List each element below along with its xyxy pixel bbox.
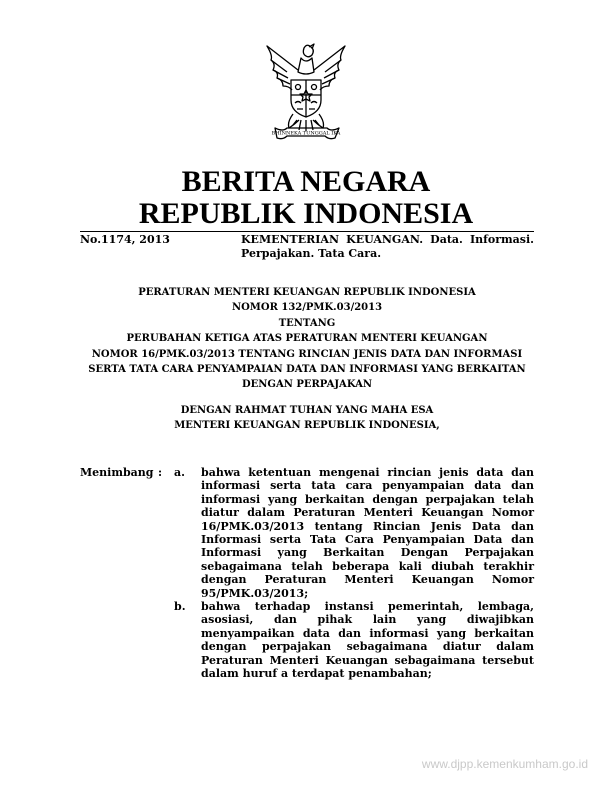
paragraph-line: bahwa ketentuan mengenai rincian jenis data dan <box>201 466 534 479</box>
issue-number: No.1174, 2013 <box>80 233 170 246</box>
paragraph-line: bahwa terhadap instansi pemerintah, lembaga, <box>201 600 534 613</box>
masthead-title-line2: REPUBLIK INDONESIA <box>138 197 474 230</box>
masthead-title-line1: BERITA NEGARA <box>181 165 431 198</box>
paragraph-line: 95/PMK.03/2013; <box>201 586 309 600</box>
paragraph-line: asosiasi, dan pihak lain yang diwajibkan <box>201 613 534 627</box>
item-letter-a: a. <box>174 466 185 479</box>
paragraph-line: sebagaimana telah beberapa kali diubah terakhir <box>201 559 534 573</box>
issue-keywords: KEMENTERIAN KEUANGAN. Data. Informasi. Perpajakan. Tata Cara. <box>241 233 534 260</box>
title-line: NOMOR 16/PMK.03/2013 TENTANG RINCIAN JENIS DATA DAN INFORMASI <box>91 348 523 360</box>
title-line: PERATURAN MENTERI KEUANGAN REPUBLIK INDONESIA <box>138 287 476 298</box>
title-line: SERTA TATA CARA PENYAMPAIAN DATA DAN INFORMASI YANG BERKAITAN <box>88 364 526 376</box>
paragraph-line: Informasi yang Berkaitan Dengan Perpajakan <box>201 546 534 560</box>
title-line: TENTANG <box>278 317 336 329</box>
regulation-title <box>80 285 534 393</box>
paragraph-line: menyampaikan data dan informasi yang berkaitan <box>201 626 534 640</box>
paragraph-line: Informasi serta Tata Cara Penyampaian Data dan <box>201 532 534 546</box>
opening-formula <box>80 403 534 434</box>
considering-item-b <box>201 600 534 680</box>
title-line: NOMOR 132/PMK.03/2013 <box>231 302 383 314</box>
paragraph-line: 16/PMK.03/2013 tentang Rincian Jenis Data dan <box>201 519 534 533</box>
opening-line: MENTERI KEUANGAN REPUBLIK INDONESIA, <box>174 420 440 432</box>
watermark-url: www.djpp.kemenkumham.go.id <box>421 757 588 771</box>
considering-label: Menimbang <box>80 466 154 479</box>
paragraph-line: dengan Peraturan Menteri Keuangan Nomor <box>201 573 534 587</box>
paragraph-line: dalam huruf a terdapat penambahan; <box>201 666 432 680</box>
garuda-emblem-icon <box>257 42 355 144</box>
considering-colon: : <box>158 466 163 479</box>
considering-item-a <box>201 466 534 600</box>
title-line: PERUBAHAN KETIGA ATAS PERATURAN MENTERI KEUANGAN <box>126 333 488 345</box>
title-line: DENGAN PERPAJAKAN <box>241 379 373 391</box>
svg-text:BHINNEKA TUNGGAL IKA: BHINNEKA TUNGGAL IKA <box>271 130 341 137</box>
opening-line: DENGAN RAHMAT TUHAN YANG MAHA ESA <box>180 405 434 416</box>
paragraph-line: informasi yang berkaitan dengan perpajakan telah <box>201 492 534 506</box>
paragraph-line: Peraturan Menteri Keuangan sebagaimana tersebut <box>201 653 534 667</box>
masthead-divider <box>80 231 534 232</box>
paragraph-line: dengan perpajakan sebagaimana diatur dalam <box>201 640 534 654</box>
paragraph-line: diatur dalam Peraturan Menteri Keuangan Nomor <box>201 506 534 520</box>
item-letter-b: b. <box>174 600 186 613</box>
paragraph-line: informasi serta tata cara penyampaian data dan <box>201 479 534 493</box>
